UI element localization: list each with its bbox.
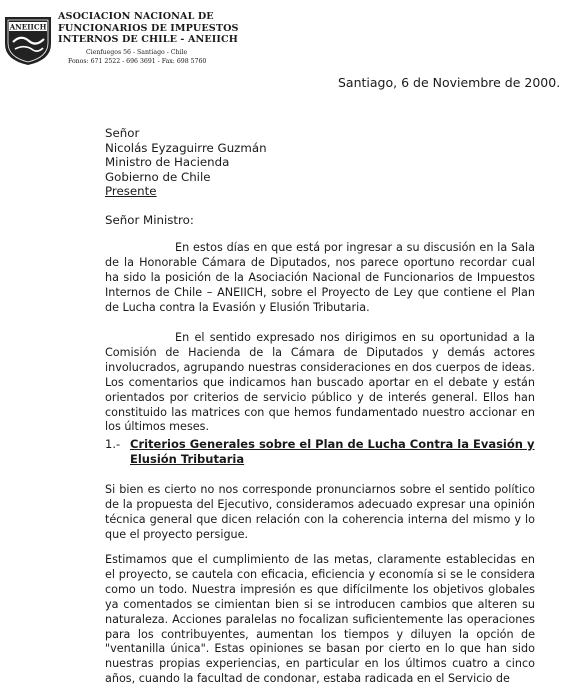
recipient-block [105,126,267,199]
org-line-2: FUNCIONARIOS DE IMPUESTOS [58,22,239,34]
paragraph-intro: En estos días en que está por ingresar a su discusión en la Sala de la Honorable Cámara de Diputados, nos parece oportuno recordar cual ha sido la posición de la Asociación Nacional de Funcionarios de Impuestos Internos de Chile – ANEIICH, sobre el Proyecto de Ley que contiene el Plan de Lucha contra la Evasión y Elusión Tributaria. [105,241,535,314]
letter-date: Santiago, 6 de Noviembre de 2000. [338,75,561,90]
aneiich-logo [3,14,53,66]
paragraph-goals: Estimamos que el cumplimiento de las metas, claramente establecidas en el proyecto, se cautela con eficacia, eficiencia y economía si se le considera como un todo. Nuestra impresión es que difícilmente los objetivos globales ya comentados se cimientan bien si se introducen cambios que alteren su naturaleza. Acciones paralelas no focalizan suficientemente las operaciones para los contribuyentes, aumentan los tiempos y diluyen la opción de "ventanilla única". Estas opiniones se basan por cierto en lo que han sido nuestras propias experiencias, en particular en los últimos cuatro a cinco años, cuando la facultad de condonar, estaba radicada en el Servicio de [105,553,535,686]
paragraph-context: En el sentido expresado nos dirigimos en su oportunidad a la Comisión de Hacienda de la Cámara de Diputados y demás actores involucrados, agrupando nuestras consideraciones en dos cuerpos de ideas. Los comentarios que indicamos han buscado aportar en el debate y están orientados por criterios de servicio público y de interés general. Ellos han constituido las matrices con que hemos fundamentado nuestro accionar en los últimos meses. [105,331,535,434]
section-title: Criterios Generales sobre el Plan de Lucha Contra la Evasión y Elusión Tributaria [130,437,535,466]
recipient-name: Nicolás Eyzaguirre Guzmán [105,140,267,155]
letterhead-phones: Fonos: 671 2522 - 696 3691 - Fax: 698 5760 [68,58,207,65]
org-line-3: INTERNOS DE CHILE - ANEIICH [58,34,238,45]
paragraph-technical-opinion: Si bien es cierto no nos corresponde pronunciarnos sobre el sentido político de la propuesta del Ejecutivo, consideramos adecuado expresar una opinión técnica general que dicen relación con la coherencia interna del mismo y lo que el proyecto persigue. [105,483,535,541]
recipient-title: Señor [105,126,140,140]
letterhead-address: Cienfuegos 56 - Santiago - Chile [86,49,188,56]
recipient-institution: Gobierno de Chile [105,169,211,184]
recipient-presente: Presente [105,184,157,199]
salutation: Señor Ministro: [105,213,194,227]
recipient-position: Ministro de Hacienda [105,155,230,170]
org-line-1: ASOCIACION NACIONAL DE [58,11,214,22]
section-number: 1.- [105,437,121,451]
svg-text:ANEIICH: ANEIICH [9,22,47,32]
letterhead-org-name [58,11,239,46]
